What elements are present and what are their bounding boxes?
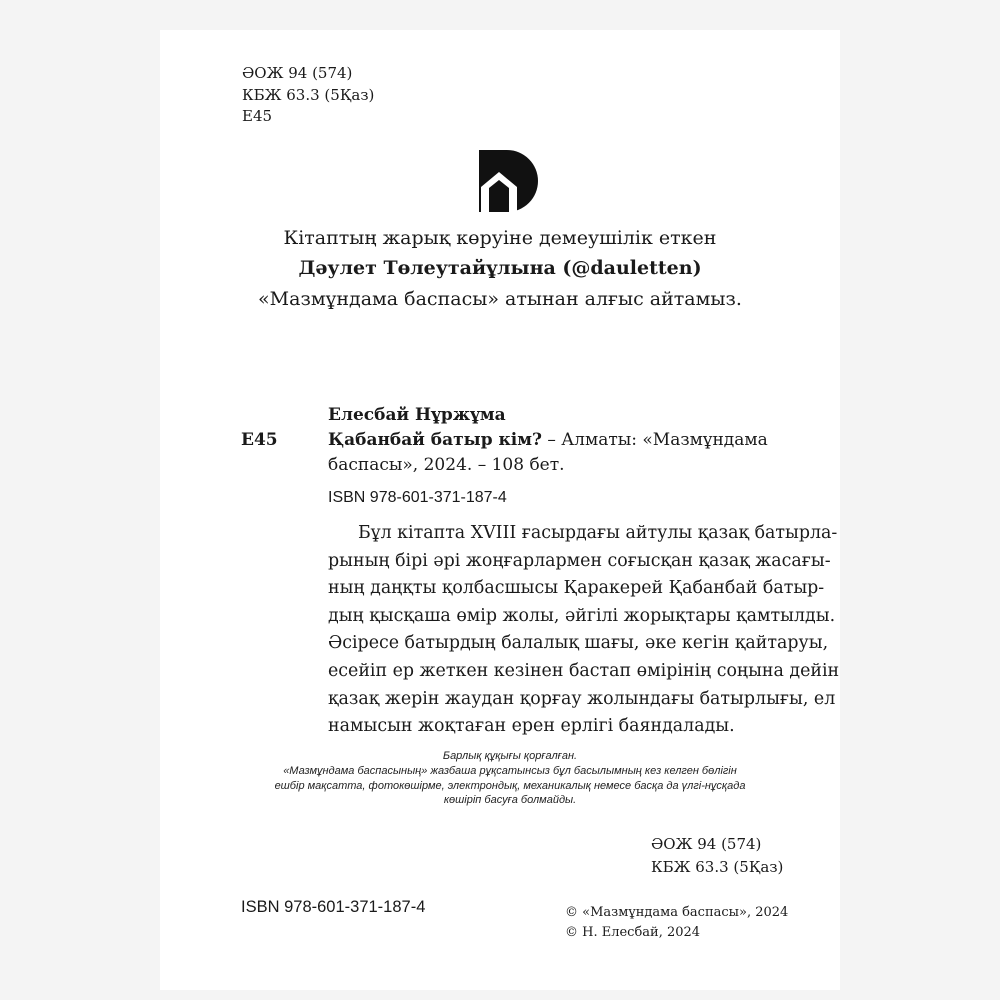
copyright-author: © Н. Елесбай, 2024 (565, 925, 701, 940)
sponsor-name: Дәулет Төлеутайұлына (@dauletten) (298, 257, 702, 279)
rights-line: Барлық құқығы қорғалған. (442, 750, 578, 762)
footer-isbn: ISBN 978-601-371-187-4 (241, 898, 426, 916)
bib-imprint-1: – Алматы: «Мазмұндама (542, 430, 768, 450)
rights-line: «Мазмұндама баспасының» жазбаша рұқсатынсыз бұл басылымның кез келген бөлігін (283, 764, 737, 777)
rights-line: көшіріп басуға болмайды. (443, 794, 577, 807)
annotation-paragraph (328, 520, 840, 741)
bib-isbn: ISBN 978-601-371-187-4 (328, 489, 507, 506)
annotation-line: есейіп ер жеткен кезінен бастап өмірінің соңына дейін (328, 660, 840, 681)
copyright-block (565, 903, 788, 943)
publisher-d-house-logo (479, 150, 541, 212)
udc-code: ӘОЖ 94 (574) (242, 64, 353, 82)
bib-imprint-2: баспасы», 2024. – 108 бет. (328, 455, 565, 475)
annotation-line: дың қысқаша өмір жолы, әйгілі жорықтары қамтылды. (328, 605, 836, 626)
annotation-line: рының бірі әрі жоңғарлармен соғысқан қазақ жасағы- (328, 550, 831, 571)
bib-index: E45 (241, 430, 278, 450)
annotation-line: Әсіресе батырдың балалық шағы, әке кегін қайтаруы, (328, 633, 829, 654)
author-mark: E45 (242, 107, 273, 125)
lbc-code: КБЖ 63.3 (5Қаз) (242, 85, 375, 104)
footer-lbc-code: КБЖ 63.3 (5Қаз) (651, 858, 784, 876)
bib-author: Елесбай Нұржұма (328, 405, 506, 425)
header-classification-codes (242, 63, 374, 128)
annotation-line: намысын жоқтаған ерен ерлігі баяндалады. (328, 716, 735, 737)
footer-udc-code: ӘОЖ 94 (574) (651, 835, 762, 853)
rights-line: ешбір мақсатта, фотокөшірме, электрондық, механикалық немесе басқа да үлгі-нұсқада (274, 779, 746, 792)
annotation-line: ның даңқты қолбасшысы Қаракерей Қабанбай батыр- (328, 578, 825, 599)
acknowledgement-line-1: Кітаптың жарық көруіне демеушілік еткен (283, 227, 717, 249)
annotation-line: қазақ жерін жаудан қорғау жолындағы батырлығы, ел (328, 688, 836, 709)
footer-classification-codes (651, 833, 783, 879)
acknowledgement-line-3: «Мазмұндама баспасы» атынан алғыс айтамыз. (258, 288, 742, 310)
rights-notice (240, 749, 780, 808)
annotation-line: Бұл кітапта XVIII ғасырдағы айтулы қазақ батырла- (358, 523, 838, 543)
book-title: Қабанбай батыр кім? (328, 430, 542, 450)
bib-title-line (328, 430, 768, 450)
copyright-publisher: © «Мазмұндама баспасы», 2024 (565, 905, 789, 920)
